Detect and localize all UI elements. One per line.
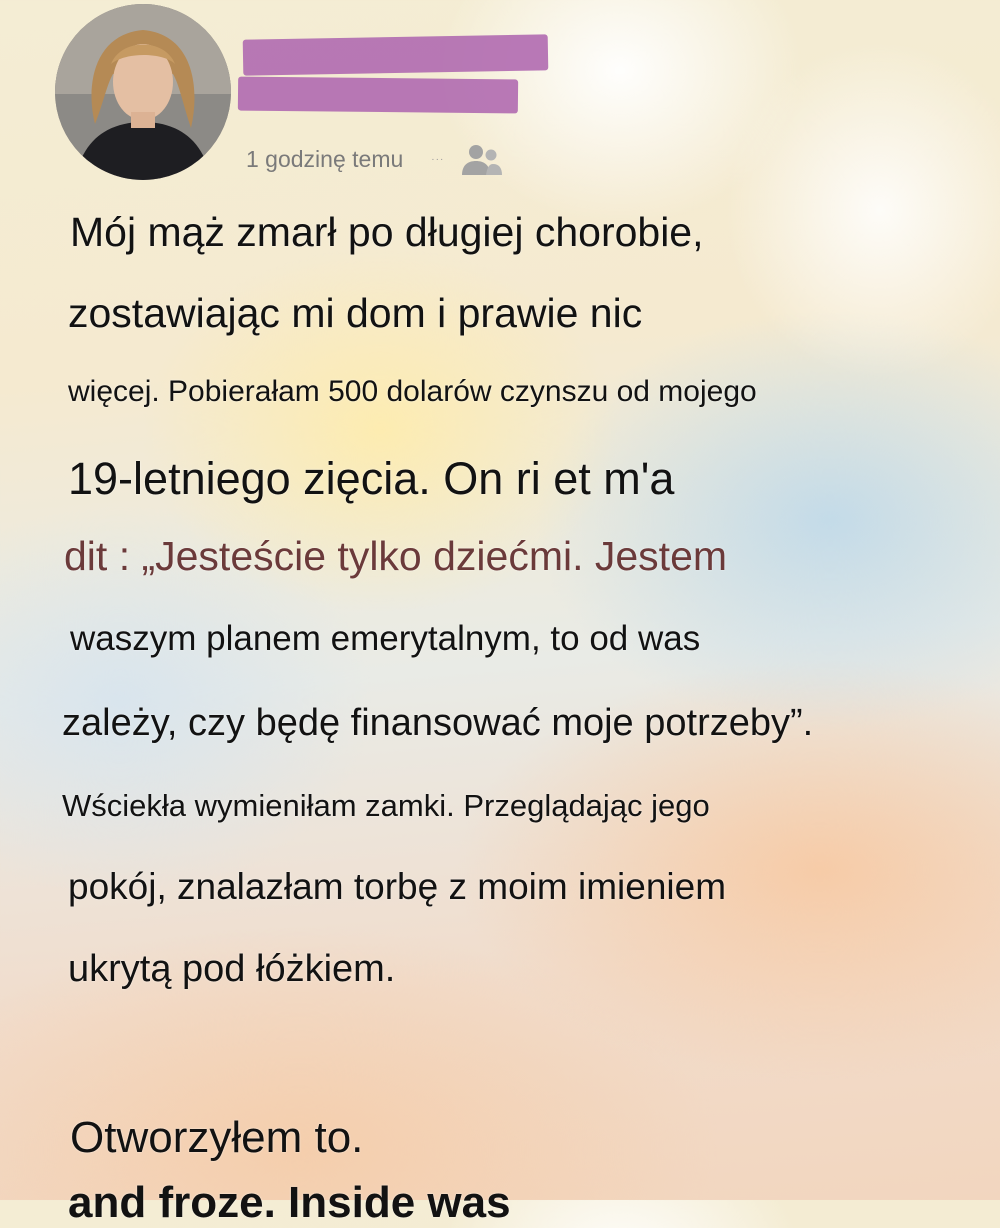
post-text-line-highlight: dit : „Jesteście tylko dziećmi. Jestem (64, 533, 728, 579)
post-text-line: Mój mąż zmarł po długiej chorobie, (70, 209, 704, 255)
post-text-line: więcej. Pobierałam 500 dolarów czynszu od mojego (68, 375, 757, 408)
post-text-line: zostawiając mi dom i prawie nic (68, 290, 643, 336)
meta-separator: ··· (431, 153, 445, 165)
post-text-line: Wściekła wymieniłam zamki. Przeglądając jego (62, 788, 710, 823)
post-text-line-cutoff: and froze. Inside was (68, 1178, 511, 1227)
post-timestamp[interactable]: 1 godzinę temu (246, 145, 404, 172)
post-meta (246, 141, 504, 177)
post-text-line: 19-letniego zięcia. On ri et m'a (68, 453, 675, 504)
author-name-redaction (243, 34, 549, 75)
post-text-line: zależy, czy będę finansować moje potrzeby”. (62, 702, 814, 744)
post-text-line: ukrytą pod łóżkiem. (68, 948, 396, 990)
author-subtitle-redaction (238, 77, 518, 114)
author-avatar[interactable] (55, 4, 231, 180)
post-text-line: Otworzyłem to. (70, 1113, 364, 1162)
friends-icon[interactable] (458, 141, 504, 177)
post-text-line: waszym planem emerytalnym, to od was (70, 619, 701, 658)
post-text-line: pokój, znalazłam torbę z moim imieniem (68, 866, 727, 907)
